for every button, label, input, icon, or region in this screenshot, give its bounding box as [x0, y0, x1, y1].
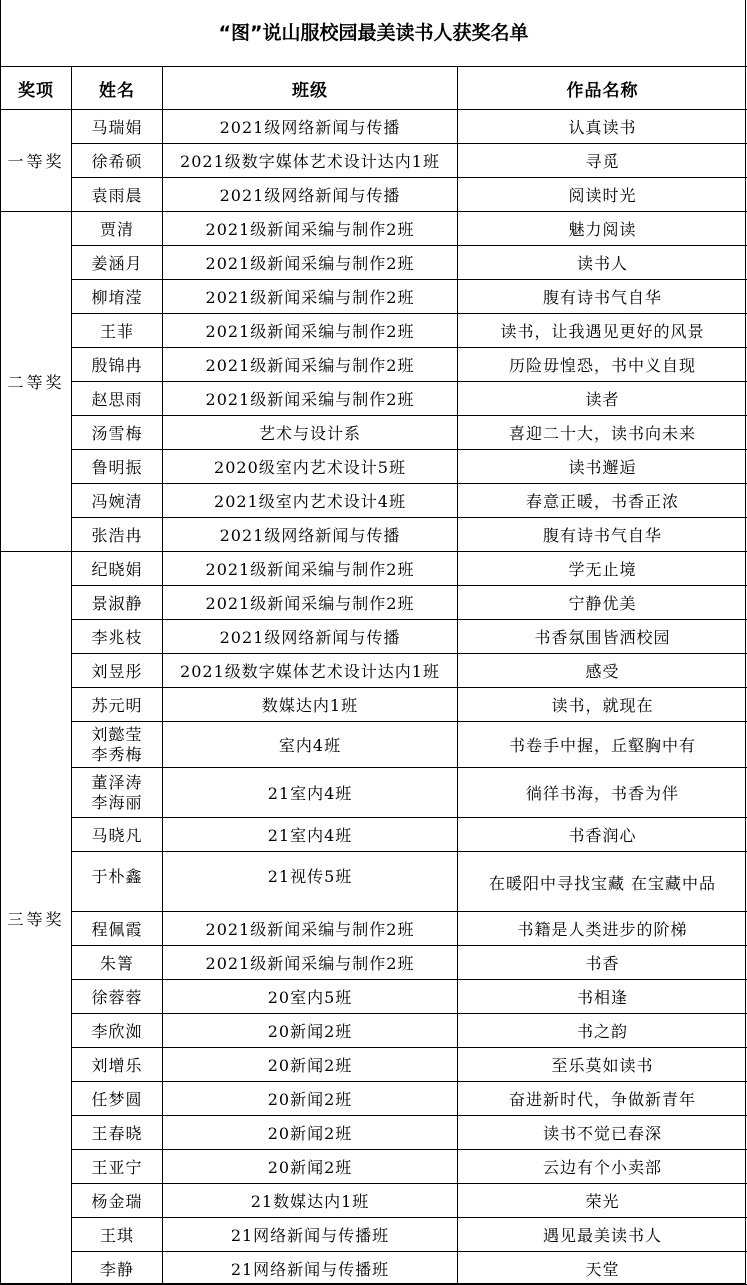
work-title: 腹有诗书气自华 — [458, 518, 747, 552]
work-title: 至乐莫如读书 — [458, 1048, 747, 1082]
winner-name: 赵思雨 — [72, 382, 163, 416]
winner-class: 2021级数字媒体艺术设计达内1班 — [163, 654, 458, 688]
winner-class: 20新闻2班 — [163, 1082, 458, 1116]
work-title — [458, 852, 747, 912]
table-row — [1, 1150, 747, 1184]
winner-name: 苏元明 — [72, 688, 163, 722]
table-row — [1, 1014, 747, 1048]
work-title: 书卷手中握，丘壑胸中有 — [458, 722, 747, 768]
award-table — [0, 66, 747, 1285]
winner-name: 李欣洳 — [72, 1014, 163, 1048]
winner-name-line: 董泽涛 — [91, 772, 143, 792]
winner-name: 冯婉清 — [72, 484, 163, 518]
winner-name — [72, 722, 163, 768]
work-title: 徜徉书海，书香为伴 — [458, 768, 747, 818]
work-title: 书相逢 — [458, 980, 747, 1014]
work-title: 读书邂逅 — [458, 450, 747, 484]
winner-name: 姜涵月 — [72, 246, 163, 280]
table-row — [1, 382, 747, 416]
table-row — [1, 1048, 747, 1082]
winner-class: 2021级网络新闻与传播 — [163, 110, 458, 144]
winner-name: 李兆枝 — [72, 620, 163, 654]
table-row — [1, 946, 747, 980]
winner-class: 2021级新闻采编与制作2班 — [163, 280, 458, 314]
work-title: 宁静优美 — [458, 586, 747, 620]
work-title: 魅力阅读 — [458, 212, 747, 246]
work-title: 读书，就现在 — [458, 688, 747, 722]
table-row — [1, 246, 747, 280]
work-title: 读书人 — [458, 246, 747, 280]
winner-class: 2021级新闻采编与制作2班 — [163, 586, 458, 620]
table-row — [1, 144, 747, 178]
winner-class: 2021级室内艺术设计4班 — [163, 484, 458, 518]
table-row — [1, 178, 747, 212]
winner-name: 任梦圆 — [72, 1082, 163, 1116]
table-row — [1, 552, 747, 586]
header-award: 奖项 — [1, 67, 72, 110]
winner-name-line: 李海丽 — [91, 792, 143, 812]
winner-name: 朱箐 — [72, 946, 163, 980]
table-row — [1, 722, 747, 768]
work-title-text: 在暖阳中寻找宝藏 在宝藏中品 — [488, 873, 717, 893]
winner-name — [72, 768, 163, 818]
work-title: 阅读时光 — [458, 178, 747, 212]
winner-class: 室内4班 — [163, 722, 458, 768]
winner-name: 徐希硕 — [72, 144, 163, 178]
table-row — [1, 654, 747, 688]
work-title: 天堂 — [458, 1252, 747, 1285]
work-title: 书香氛围皆洒校园 — [458, 620, 747, 654]
work-title: 认真读书 — [458, 110, 747, 144]
work-title: 历险毋惶恐，书中义自现 — [458, 348, 747, 382]
table-row — [1, 1082, 747, 1116]
table-row — [1, 416, 747, 450]
winner-name: 贾清 — [72, 212, 163, 246]
winner-name: 纪晓娟 — [72, 552, 163, 586]
winner-class: 20新闻2班 — [163, 1048, 458, 1082]
winner-name: 柳堉滢 — [72, 280, 163, 314]
table-row — [1, 280, 747, 314]
winner-class: 2020级室内艺术设计5班 — [163, 450, 458, 484]
winner-name: 于朴鑫 — [72, 852, 163, 912]
winner-class: 20室内5班 — [163, 980, 458, 1014]
winner-class: 艺术与设计系 — [163, 416, 458, 450]
award-first: 一等奖 — [1, 110, 72, 212]
winner-class: 2021级网络新闻与传播 — [163, 518, 458, 552]
work-title: 感受 — [458, 654, 747, 688]
winner-class: 2021级新闻采编与制作2班 — [163, 314, 458, 348]
work-title: 读书，让我遇见更好的风景 — [458, 314, 747, 348]
winner-name: 马晓凡 — [72, 818, 163, 852]
winner-class: 2021级网络新闻与传播 — [163, 178, 458, 212]
page-title: “图”说山服校园最美读书人获奖名单 — [218, 22, 529, 44]
table-row — [1, 484, 747, 518]
work-title: 春意正暖，书香正浓 — [458, 484, 747, 518]
winner-name: 王琪 — [72, 1218, 163, 1252]
winner-class: 21网络新闻与传播班 — [163, 1252, 458, 1285]
table-row — [1, 450, 747, 484]
table-row — [1, 1218, 747, 1252]
winner-name: 马瑞娟 — [72, 110, 163, 144]
winner-name-line: 李秀梅 — [91, 744, 143, 764]
work-title: 遇见最美读书人 — [458, 1218, 747, 1252]
winner-class: 2021级新闻采编与制作2班 — [163, 946, 458, 980]
winner-class: 2021级网络新闻与传播 — [163, 620, 458, 654]
table-row — [1, 1252, 747, 1285]
work-title: 书香 — [458, 946, 747, 980]
work-title: 云边有个小卖部 — [458, 1150, 747, 1184]
winner-class: 2021级新闻采编与制作2班 — [163, 246, 458, 280]
winner-name: 王菲 — [72, 314, 163, 348]
table-row — [1, 110, 747, 144]
table-row — [1, 818, 747, 852]
winner-name: 殷锦冉 — [72, 348, 163, 382]
winner-class: 数媒达内1班 — [163, 688, 458, 722]
award-second: 二等奖 — [1, 212, 72, 552]
work-title: 腹有诗书气自华 — [458, 280, 747, 314]
winner-name: 王春晓 — [72, 1116, 163, 1150]
winner-name: 刘昱彤 — [72, 654, 163, 688]
winner-name-line: 刘懿莹 — [91, 724, 143, 744]
work-title: 学无止境 — [458, 552, 747, 586]
winner-name: 徐蓉蓉 — [72, 980, 163, 1014]
work-title: 书香润心 — [458, 818, 747, 852]
winner-class: 2021级新闻采编与制作2班 — [163, 212, 458, 246]
table-row — [1, 586, 747, 620]
table-row — [1, 980, 747, 1014]
table-row — [1, 768, 747, 818]
table-row — [1, 688, 747, 722]
winner-class: 21视传5班 — [163, 852, 458, 912]
table-row — [1, 620, 747, 654]
winner-class: 2021级新闻采编与制作2班 — [163, 348, 458, 382]
winner-class: 2021级新闻采编与制作2班 — [163, 912, 458, 946]
winner-name: 王亚宁 — [72, 1150, 163, 1184]
winner-name: 张浩冉 — [72, 518, 163, 552]
table-row — [1, 348, 747, 382]
winner-class: 21室内4班 — [163, 818, 458, 852]
winner-name: 鲁明振 — [72, 450, 163, 484]
work-title: 寻觅 — [458, 144, 747, 178]
winner-class: 2021级新闻采编与制作2班 — [163, 552, 458, 586]
header-name: 姓名 — [72, 67, 163, 110]
table-row — [1, 518, 747, 552]
table-row — [1, 852, 747, 912]
work-title: 书之韵 — [458, 1014, 747, 1048]
winner-class: 20新闻2班 — [163, 1116, 458, 1150]
work-title: 荣光 — [458, 1184, 747, 1218]
winner-class: 21室内4班 — [163, 768, 458, 818]
table-row — [1, 912, 747, 946]
table-row — [1, 1116, 747, 1150]
header-work: 作品名称 — [458, 67, 747, 110]
work-title: 读书不觉已春深 — [458, 1116, 747, 1150]
winner-name: 李静 — [72, 1252, 163, 1285]
winner-class: 20新闻2班 — [163, 1150, 458, 1184]
winner-class: 21网络新闻与传播班 — [163, 1218, 458, 1252]
work-title: 书籍是人类进步的阶梯 — [458, 912, 747, 946]
winner-class: 2021级数字媒体艺术设计达内1班 — [163, 144, 458, 178]
winner-name: 汤雪梅 — [72, 416, 163, 450]
work-title: 奋进新时代，争做新青年 — [458, 1082, 747, 1116]
winner-name: 程佩霞 — [72, 912, 163, 946]
winner-name: 景淑静 — [72, 586, 163, 620]
winner-name: 袁雨晨 — [72, 178, 163, 212]
table-row — [1, 314, 747, 348]
work-title: 读者 — [458, 382, 747, 416]
award-third: 三等奖 — [1, 552, 72, 1285]
winner-name: 杨金瑞 — [72, 1184, 163, 1218]
work-title: 喜迎二十大，读书向未来 — [458, 416, 747, 450]
header-row — [1, 67, 747, 110]
header-class: 班级 — [163, 67, 458, 110]
winner-name: 刘增乐 — [72, 1048, 163, 1082]
winner-class: 2021级新闻采编与制作2班 — [163, 382, 458, 416]
table-row — [1, 212, 747, 246]
winner-class: 21数媒达内1班 — [163, 1184, 458, 1218]
winner-class: 20新闻2班 — [163, 1014, 458, 1048]
table-row — [1, 1184, 747, 1218]
